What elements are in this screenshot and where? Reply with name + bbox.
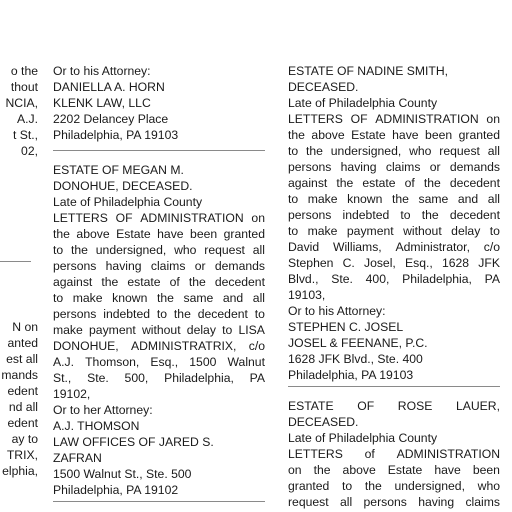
- text-line: persons indebted to the decedent: [288, 208, 500, 222]
- text-line: Philadelphia, PA 19103: [288, 368, 414, 382]
- text-line: St., Ste. 500, Philadelphia, PA: [53, 371, 265, 385]
- text-line: to make known the same and all: [288, 192, 500, 206]
- text-line: thout: [10, 80, 38, 94]
- text-line: Blvd., Ste. 400, Philadelphia, PA: [288, 272, 500, 286]
- text-line: David Williams, Administrator, c/o: [288, 240, 500, 254]
- text-line: persons indebted to the decedent to: [53, 307, 265, 321]
- text-line: 1628 JFK Blvd., Ste. 400: [288, 352, 423, 366]
- text-line: N on: [12, 320, 38, 334]
- text-line: Or to her Attorney:: [53, 403, 153, 417]
- text-line: edent: [7, 384, 38, 398]
- text-line: Or to his Attorney:: [288, 304, 386, 318]
- text-line: A.J. THOMSON: [53, 419, 140, 433]
- text-line: the above Estate have been granted: [53, 227, 265, 241]
- text-line: on the above Estate have been: [288, 463, 500, 477]
- middle-divider-bottom: [53, 501, 265, 502]
- text-line: STEPHEN C. JOSEL: [288, 320, 404, 334]
- text-line: A.J. Thomson, Esq., 1500 Walnut: [53, 355, 265, 369]
- text-line: to the undersigned, who request all: [288, 144, 500, 158]
- text-line: the above Estate have been granted: [288, 128, 500, 142]
- text-line: persons having claims or demands: [288, 160, 500, 174]
- left-divider: [0, 261, 31, 262]
- text-line: Philadelphia, PA 19103: [53, 128, 179, 142]
- text-line: o the: [10, 64, 38, 78]
- text-line: Late of Philadelphia County: [288, 431, 438, 445]
- text-line: Late of Philadelphia County: [53, 195, 203, 209]
- text-line: JOSEL & FEENANE, P.C.: [288, 336, 428, 350]
- text-line: request all persons having claims: [288, 495, 500, 509]
- text-line: est all: [6, 352, 38, 366]
- text-line: against the estate of the decedent: [53, 275, 265, 289]
- text-line: A.J.: [17, 112, 38, 126]
- text-line: make payment without delay to LISA: [53, 323, 265, 337]
- text-line: LETTERS OF ADMINISTRATION on: [53, 211, 265, 225]
- text-line: persons having claims or demands: [53, 259, 265, 273]
- text-line: KLENK LAW, LLC: [53, 96, 151, 110]
- text-line: LETTERS of ADMINISTRATION: [288, 447, 500, 461]
- text-line: 19102,: [53, 387, 91, 401]
- text-line: Late of Philadelphia County: [288, 96, 438, 110]
- text-line: granted to the undersigned, who: [288, 479, 500, 493]
- text-line: DONOHUE, DECEASED.: [53, 179, 193, 193]
- text-line: 1500 Walnut St., Ste. 500: [53, 467, 192, 481]
- text-line: to make known the same and all: [53, 291, 265, 305]
- text-line: TRIX,: [6, 448, 38, 462]
- text-line: mands: [1, 368, 38, 382]
- text-line: to the undersigned, who request all: [53, 243, 265, 257]
- text-line: Or to his Attorney:: [53, 64, 151, 78]
- text-line: DECEASED.: [288, 80, 359, 94]
- text-line: ay to: [11, 432, 38, 446]
- text-line: DONOHUE, ADMINISTRATRIX, c/o: [53, 339, 265, 353]
- text-line: anted: [7, 336, 38, 350]
- text-line: LETTERS OF ADMINISTRATION on: [288, 112, 500, 126]
- text-line: 2202 Delancey Place: [53, 112, 169, 126]
- text-line: edent: [7, 416, 38, 430]
- text-line: ESTATE OF MEGAN M.: [53, 163, 184, 177]
- text-line: Stephen C. Josel, Esq., 1628 JFK: [288, 256, 500, 270]
- text-line: ESTATE OF ROSE LAUER,: [288, 399, 500, 413]
- middle-divider-top: [53, 150, 265, 151]
- text-line: nd all: [8, 400, 38, 414]
- text-line: to make payment without delay to: [288, 224, 500, 238]
- text-line: 02,: [21, 144, 38, 158]
- middle-column: [53, 0, 268, 512]
- text-line: ZAFRAN: [53, 451, 102, 465]
- text-line: DECEASED.: [288, 415, 359, 429]
- left-column: [0, 0, 38, 512]
- right-divider: [288, 386, 500, 387]
- text-line: LAW OFFICES OF JARED S.: [53, 435, 214, 449]
- text-line: Philadelphia, PA 19102: [53, 483, 179, 497]
- text-line: against the estate of the decedent: [288, 176, 500, 190]
- text-line: ESTATE OF NADINE SMITH,: [288, 64, 449, 78]
- text-line: 19103,: [288, 288, 326, 302]
- text-line: elphia,: [2, 464, 38, 478]
- text-line: t St.,: [12, 128, 38, 142]
- text-line: NCIA,: [5, 96, 38, 110]
- text-line: DANIELLA A. HORN: [53, 80, 165, 94]
- right-column: [288, 0, 503, 512]
